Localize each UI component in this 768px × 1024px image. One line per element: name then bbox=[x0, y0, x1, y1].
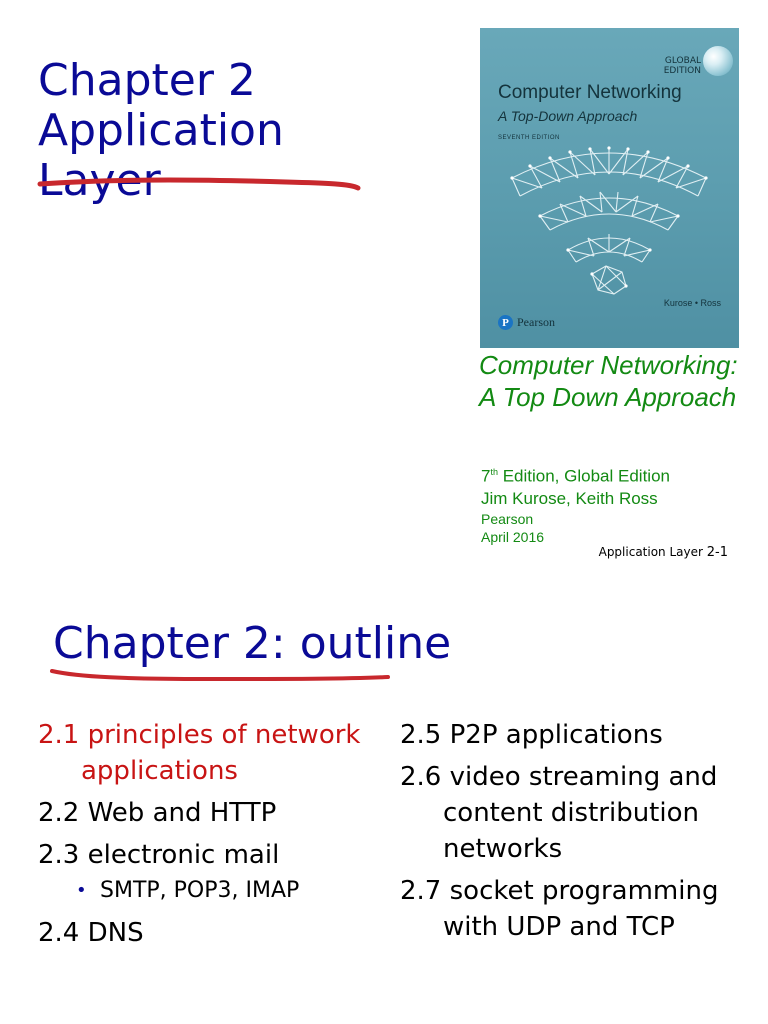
title-line: Layer bbox=[38, 155, 161, 206]
bullet-icon: • bbox=[76, 880, 87, 901]
cover-edition: SEVENTH EDITION bbox=[498, 135, 560, 141]
outline-item: 2.3 electronic mail bbox=[38, 840, 280, 870]
publisher-logo bbox=[498, 315, 555, 330]
edition-text: Edition, Global Edition bbox=[497, 466, 670, 486]
book-title: Computer Networking: A Top Down Approach bbox=[479, 350, 738, 412]
book-cover-image bbox=[480, 28, 739, 348]
outline-left-column bbox=[38, 717, 368, 957]
outline-item-highlighted: 2.1 principles of network applications bbox=[38, 720, 361, 786]
edition-line bbox=[481, 461, 670, 488]
title-line: Chapter 2 bbox=[38, 55, 256, 106]
book-publisher: Pearson bbox=[481, 510, 534, 527]
slide-label: Application Layer bbox=[598, 545, 703, 559]
outline-item: 2.2 Web and HTTP bbox=[38, 798, 277, 828]
outline-item: 2.5 P2P applications bbox=[400, 720, 663, 750]
outline-item: 2.7 socket programming with UDP and TCP bbox=[400, 876, 719, 942]
badge-text: GLOBAL bbox=[664, 56, 701, 66]
edition-suffix: th bbox=[490, 467, 498, 477]
edition-number: 7 bbox=[481, 466, 491, 486]
title-line: Application bbox=[38, 105, 284, 156]
book-date: April 2016 bbox=[481, 528, 545, 545]
cover-publisher: Pearson bbox=[517, 315, 555, 329]
outline-right-column bbox=[400, 717, 740, 951]
outline-item: 2.6 video streaming and content distribution networks bbox=[400, 762, 718, 864]
cover-title: Computer Networking bbox=[498, 82, 682, 103]
outline-title: Chapter 2: outline bbox=[53, 618, 452, 669]
book-authors: Jim Kurose, Keith Ross bbox=[481, 488, 658, 508]
pearson-icon: P bbox=[498, 315, 513, 330]
outline-subitem-text: SMTP, POP3, IMAP bbox=[100, 878, 300, 903]
slide-2 bbox=[0, 512, 768, 1024]
cover-subtitle: A Top-Down Approach bbox=[498, 108, 638, 124]
outline-item: 2.4 DNS bbox=[38, 918, 144, 948]
cover-authors: Kurose • Ross bbox=[663, 298, 721, 308]
badge-text: EDITION bbox=[663, 66, 701, 76]
slide-number: 2-1 bbox=[706, 545, 728, 560]
chapter-title bbox=[38, 56, 284, 206]
outline-subitem bbox=[38, 877, 368, 905]
